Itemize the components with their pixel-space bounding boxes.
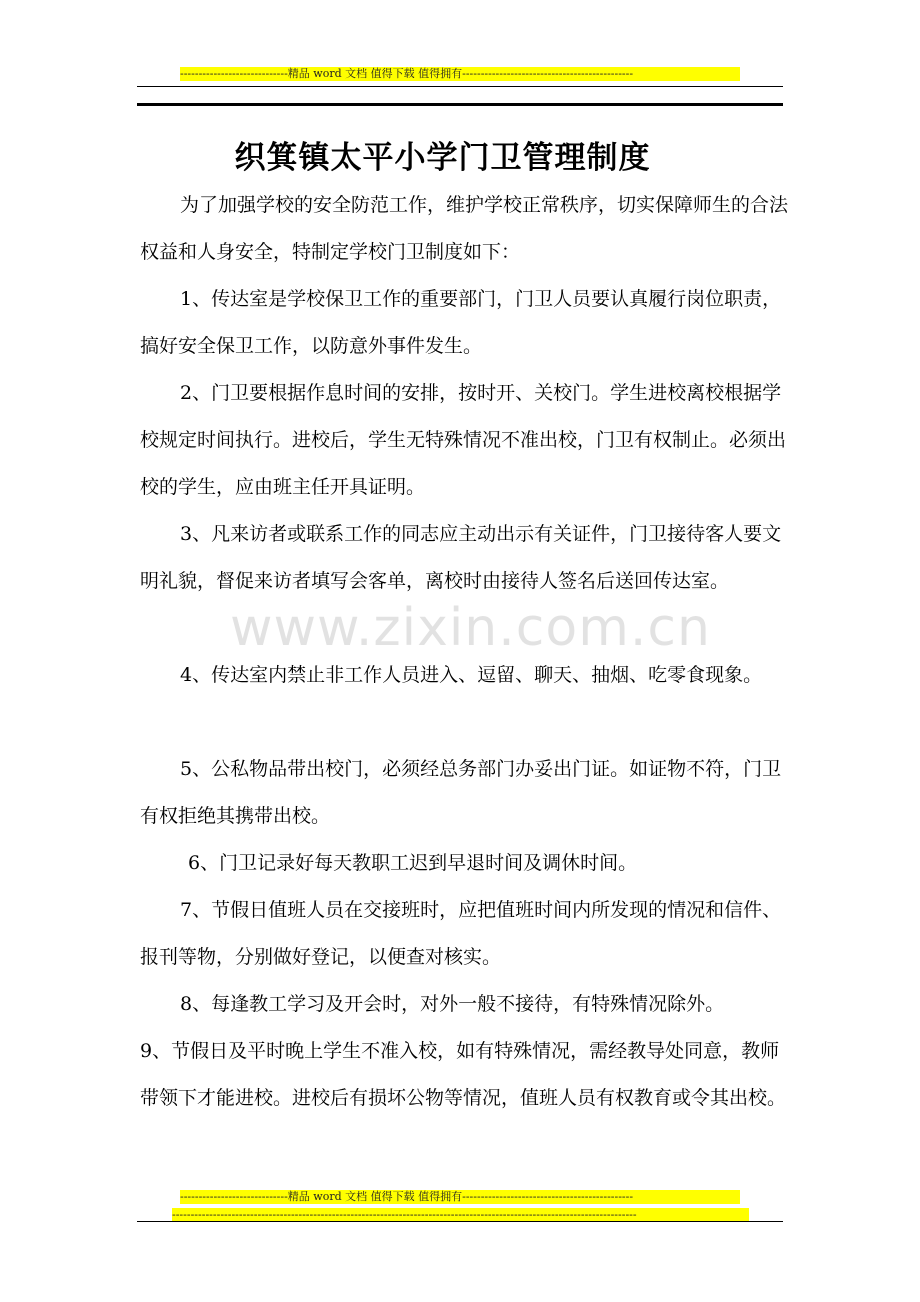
rule-item-9: 9、节假日及平时晚上学生不准入校，如有特殊情况，需经教导处同意，教师带领下才能进校。进校后有损坏公物等情况，值班人员有权教育或令其出校。	[140, 1040, 787, 1109]
rule-item-1: 1、传达室是学校保卫工作的重要部门，门卫人员要认真履行岗位职责，搞好安全保卫工作，以防意外事件发生。	[140, 288, 782, 357]
watermark-text: www.zixin.com.cn	[230, 598, 711, 658]
intro-paragraph: 为了加强学校的安全防范工作，维护学校正常秩序，切实保障师生的合法权益和人身安全，特制定学校门卫制度如下：	[140, 194, 789, 263]
header-banner: -----------------------------精品 word 文档 值得下载 值得拥有----------------------------------------------	[180, 67, 740, 81]
footer-banner: -----------------------------精品 word 文档 值得下载 值得拥有----------------------------------------------	[180, 1190, 740, 1204]
rule-item-6: 6、门卫记录好每天教职工迟到早退时间及调休时间。	[188, 852, 638, 874]
rule-item-8: 8、每逢教工学习及开会时，对外一般不接待，有特殊情况除外。	[180, 993, 725, 1015]
document-title: 织箕镇太平小学门卫管理制度	[234, 140, 651, 176]
rule-item-3: 3、凡来访者或联系工作的同志应主动出示有关证件，门卫接待客人要文明礼貌，督促来访者填写会客单，离校时由接待人签名后送回传达室。	[140, 523, 782, 592]
header-rule-thin	[137, 86, 783, 87]
rule-item-2: 2、门卫要根据作息时间的安排，按时开、关校门。学生进校离校根据学校规定时间执行。进校后，学生无特殊情况不准出校，门卫有权制止。必须出校的学生，应由班主任开具证明。	[140, 382, 787, 498]
footer-dash-line: -----------------------------------------------------------------------------------------------------------------------------	[172, 1208, 749, 1222]
header-rule-thick	[137, 103, 783, 106]
rule-item-7: 7、节假日值班人员在交接班时，应把值班时间内所发现的情况和信件、报刊等物，分别做好登记，以便查对核实。	[140, 899, 782, 968]
rule-item-5: 5、公私物品带出校门，必须经总务部门办妥出门证。如证物不符，门卫有权拒绝其携带出校。	[140, 758, 782, 827]
footer-rule	[137, 1221, 783, 1222]
rule-item-4: 4、传达室内禁止非工作人员进入、逗留、聊天、抽烟、吃零食现象。	[180, 664, 763, 686]
